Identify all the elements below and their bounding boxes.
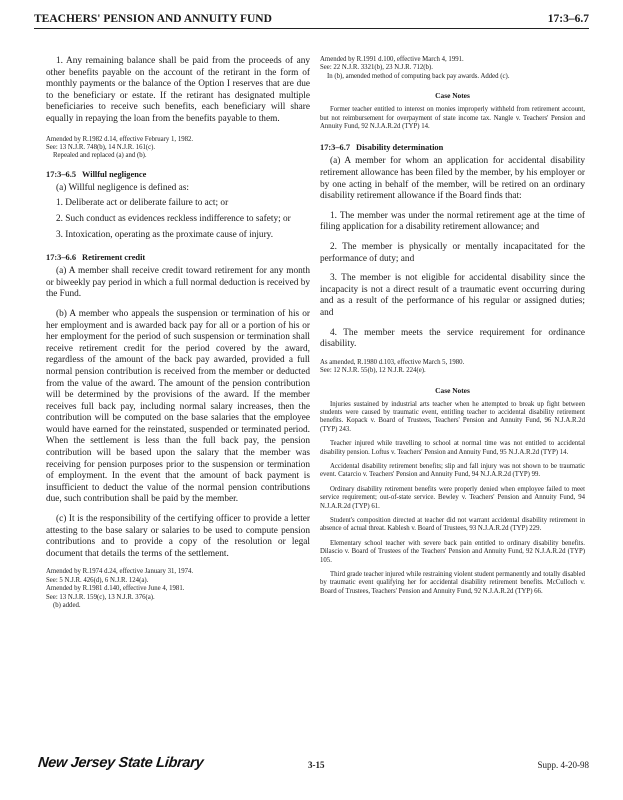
list-item: 3. The member is not eligible for accidental disability since the incapacity is not a direct result of a traumatic event occurring during and as a result of the performance of his regular or assigned duties; and [320, 273, 585, 318]
subsection-b: (b) A member who appeals the suspension or termination of his or her employment and is awarded back pay for all or a portion of his or her employment for the period of such suspension or termination shall receive retirement credit for the period covered by the award, regardless of the amount of the back pay awarded, provided a full normal pension contribution is received from the member or deducted from the value of the award. The amount of the pension contribution will be determined by the provisions of the award. If the member receives full back pay, including normal salary increases, then the contribution will be computed on the base salaries that the employee would have earned for the reinstated, suspended or terminated period. When the settlement is less than the full back pay, the pension contribution will be based upon the salary that the member was receiving for pension purposes prior to the suspension or termination of employment. In the event that the amount of back payment is insufficient to deduct the value of the normal pension contributions due, such contribution shall be paid by the member. [46, 308, 310, 505]
case-note: Ordinary disability retirement benefits were properly denied when employee failed to meet service requirement; out-of-state service. Bewley v. Teachers' Pension and Annuity Fund, 94 N.J.A.R.2d (TYP) 61. [320, 485, 585, 510]
library-stamp: New Jersey State Library [37, 755, 205, 771]
section-title: Disability determination [356, 143, 444, 153]
history-line: See: 13 N.J.R. 748(b), 14 N.J.R. 161(c). [46, 143, 156, 151]
list-item: 1. The member was under the normal retirement age at the time of filing application for a disability retirement allowance; and [320, 210, 585, 233]
section-heading-6-6 [46, 253, 310, 262]
left-column [46, 56, 310, 610]
subsection-a: (a) Willful negligence is defined as: [56, 182, 189, 193]
section-number: 17:3–6.5 [46, 169, 77, 179]
header-section-range: 17:3–6.7 [547, 13, 589, 25]
case-note: Third grade teacher injured while restraining violent student permanently and totally disabled by traumatic event qualifying her for accidental disability retirement benefits. McCulloch v. Board of Trustees, Teachers' Pension and Annuity Fund, 92 N.J.A.R.2d (TYP) 66. [320, 571, 585, 595]
page-number: 3-15 [308, 760, 325, 770]
case-note: Teacher injured while travelling to school at normal time was not entitled to accidental disability pension. Loftus v. Teachers' Pension and Annuity Fund, 95 N.J.A.R.2d (TYP) 14. [320, 440, 585, 456]
case-note: Elementary school teacher with severe back pain entitled to ordinary disability benefits. Dilascio v. Board of Trustees of the Teachers' Pension and Annuity Fund, 92 N.J.A.R.2d (TYP) 105. [320, 539, 585, 564]
list-item: 1. Deliberate act or deliberate failure to act; or [56, 198, 229, 209]
history-line: Amended by R.1982 d.14, effective February 1, 1982. [46, 135, 194, 143]
case-notes-heading: Case Notes [435, 91, 470, 101]
history-line: See: 13 N.J.R. 159(c), 13 N.J.R. 376(a). [46, 593, 155, 601]
history-line: In (b), amended method of computing back pay awards. Added (c). [327, 72, 510, 80]
history-note-1 [46, 136, 310, 161]
section-title: Willful negligence [82, 169, 147, 179]
list-item: 4. The member meets the service requirement for ordinance disability. [320, 327, 585, 350]
section-number: 17:3–6.6 [46, 253, 77, 263]
subsection-a: (a) A member for whom an application for accidental disability retirement allowance has been filed by the member, by his employer or by one acting in behalf of the member, will be retired on an ordinary disability retirement allowance if the Board finds that: [320, 156, 585, 202]
running-header [34, 10, 589, 29]
history-line: Amended by R.1981 d.140, effective June 4, 1981. [46, 585, 185, 593]
header-title: TEACHERS' PENSION AND ANNUITY FUND [34, 13, 272, 25]
case-note: Former teacher entitled to interest on monies improperly withheld from retirement account, but not reimbursement for overpayment of state income tax. Nangle v. Teachers' Pension and Annuity Fund, 92 N.J.A.R.2d (TYP) 14. [320, 106, 585, 131]
history-note-4 [320, 359, 585, 376]
paragraph-repayment: 1. Any remaining balance shall be paid from the proceeds of any other benefits payable on the account of the retirant in the form of monthly payments or the balance of the Option I reserves that are due to the beneficiary or estate. If the retirant has designated multiple beneficiaries to receive such benefits, each beneficiary will share equally in repaying the loan from the benefits payable to them. [46, 56, 310, 124]
case-note: Accidental disability retirement benefits; slip and fall injury was not shown to be traumatic event. Catarcio v. Teachers' Pension and Annuity Fund, 94 N.J.A.R.2d (TYP) 99. [320, 463, 585, 479]
right-column [320, 56, 585, 596]
section-number: 17:3–6.7 [320, 143, 351, 153]
list-item: 3. Intoxication, operating as the proximate cause of injury. [56, 229, 274, 240]
page-footer [0, 755, 623, 785]
case-notes-heading: Case Notes [435, 385, 470, 395]
history-line: Amended by R.1974 d.24, effective January 31, 1974. [46, 568, 194, 576]
history-line: Repealed and replaced (a) and (b). [53, 152, 147, 160]
history-line: See: 12 N.J.R. 55(b), 12 N.J.R. 224(e). [320, 367, 426, 375]
subsection-c: (c) It is the responsibility of the certifying officer to provide a letter attesting to the base salary or salaries to be used to compute pension contributions and to provide a copy of the resolution or legal document that details the terms of the settlement. [46, 514, 310, 559]
history-line: (b) added. [53, 602, 81, 610]
history-line: See: 5 N.J.R. 426(d), 6 N.J.R. 124(a). [46, 576, 149, 584]
history-line: See: 22 N.J.R. 3321(b), 23 N.J.R. 712(b). [320, 64, 433, 72]
list-item: 2. The member is physically or mentally incapacitated for the performance of duty; and [320, 242, 585, 264]
history-line: As amended, R.1980 d.103, effective March 5, 1980. [320, 358, 465, 366]
section-heading-6-5 [46, 170, 310, 179]
history-note-2 [46, 568, 310, 610]
subsection-a: (a) A member shall receive credit toward retirement for any month or biweekly pay period in which a full normal deduction is received by the Fund. [46, 266, 310, 300]
section-title: Retirement credit [82, 253, 146, 263]
history-note-3 [320, 56, 585, 81]
section-heading-6-7 [320, 143, 585, 152]
history-line: Amended by R.1991 d.100, effective March 4, 1991. [320, 56, 464, 63]
case-note: Student's composition directed at teacher did not warrant accidental disability retirement in absence of actual threat. Kablesh v. Board of Trustees, 93 N.J.A.R.2d (TYP) 229. [320, 517, 585, 533]
supplement-date: Supp. 4-20-98 [537, 760, 589, 770]
case-note: Injuries sustained by industrial arts teacher when he attempted to break up fight between students were caused by traumatic event, entitling teacher to accidental disability retirement benefits. Kopack v. Board of Trustees, Teachers' Pension and Annuity Fund, 96 N.J.A.R.2d (TYP) 243. [320, 400, 585, 433]
list-item: 2. Such conduct as evidences reckless indifference to safety; or [56, 213, 291, 224]
